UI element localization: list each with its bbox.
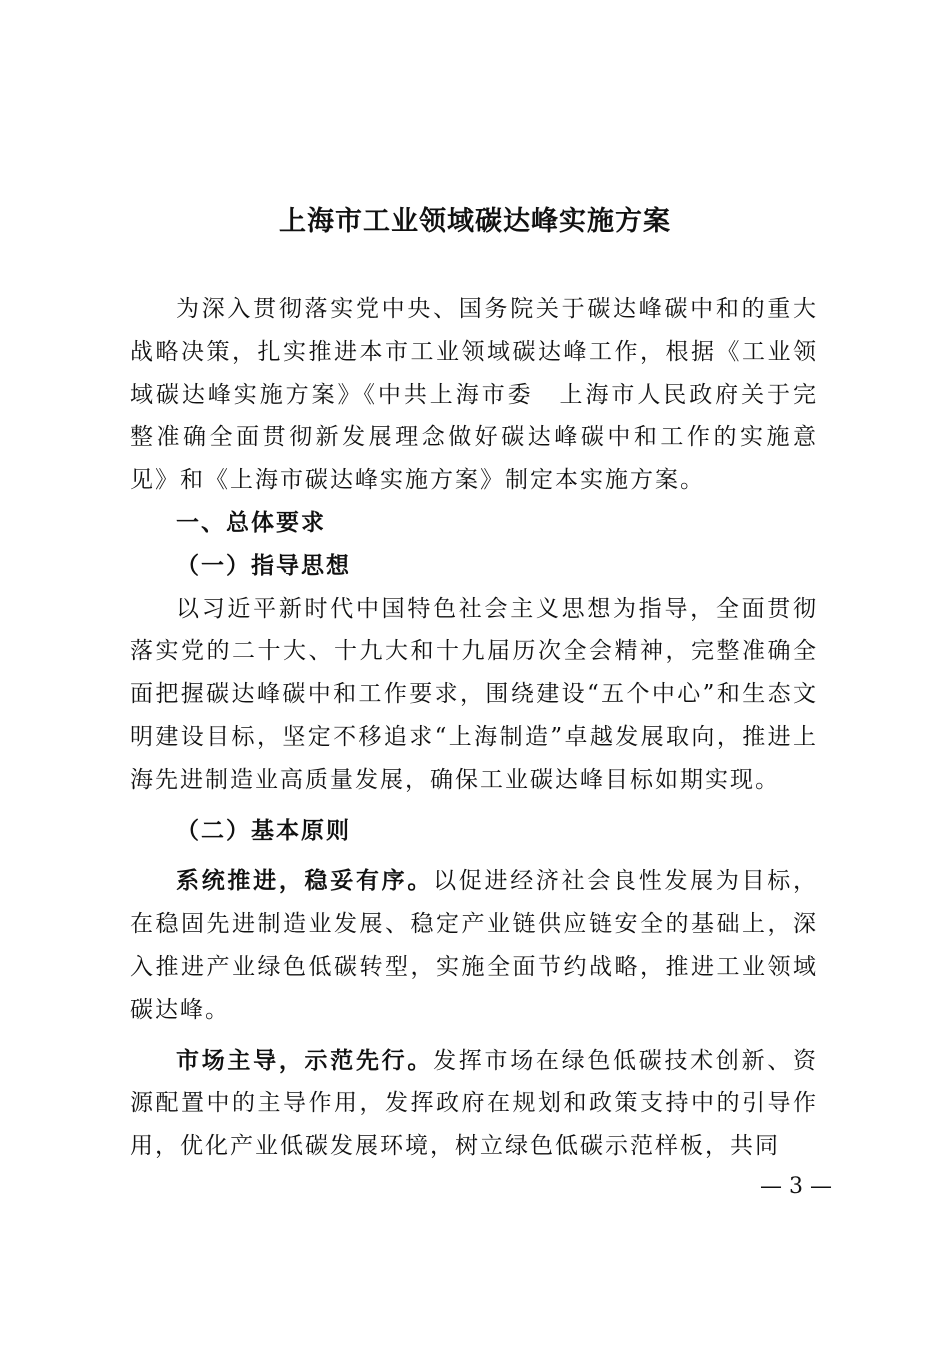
subsection-heading-basic-principles: （二）基本原则 [176, 817, 351, 844]
principle-paragraph-2 [130, 1040, 818, 1168]
principle-1-lead: 系统推进，稳妥有序。 [176, 868, 434, 895]
principle-1-text: 以促进经济社会良性发展为目标，在稳固先进制造业发展、稳定产业链供应链安全的基础上，深入推进产业绿色低碳转型，实施全面节约战略，推进工业领域碳达峰。 [130, 868, 819, 1023]
document-body [130, 288, 818, 1168]
principle-2-text: 发挥市场在绿色低碳技术创新、资源配置中的主导作用，发挥政府在规划和政策支持中的引导作用，优化产业低碳发展环境，树立绿色低碳示范样板，共同 [130, 1047, 819, 1160]
principle-2-lead: 市场主导，示范先行。 [176, 1047, 434, 1074]
principle-paragraph-1 [130, 860, 818, 1031]
page-number: — 3 — [760, 1174, 832, 1199]
subsection-heading-guiding-ideology: （一）指导思想 [176, 552, 351, 579]
section-heading-overall-requirements: 一、总体要求 [176, 509, 326, 536]
intro-paragraph: 为深入贯彻落实党中央、国务院关于碳达峰碳中和的重大战略决策，扎实推进本市工业领域碳达峰工作，根据《工业领域碳达峰实施方案》《中共上海市委 上海市人民政府关于完整准确全面贯彻新发展理念做好碳达峰碳中和工作的实施意见》和《上海市碳达峰实施方案》制定本实施方案。 [130, 296, 818, 494]
guiding-ideology-paragraph: 以习近平新时代中国特色社会主义思想为指导，全面贯彻落实党的二十大、十九大和十九届历次全会精神，完整准确全面把握碳达峰碳中和工作要求，围绕建设“五个中心”和生态文明建设目标，坚定不移追求“上海制造”卓越发展取向，推进上海先进制造业高质量发展，确保工业碳达峰目标如期实现。 [130, 595, 818, 793]
document-title: 上海市工业领域碳达峰实施方案 [279, 206, 671, 237]
